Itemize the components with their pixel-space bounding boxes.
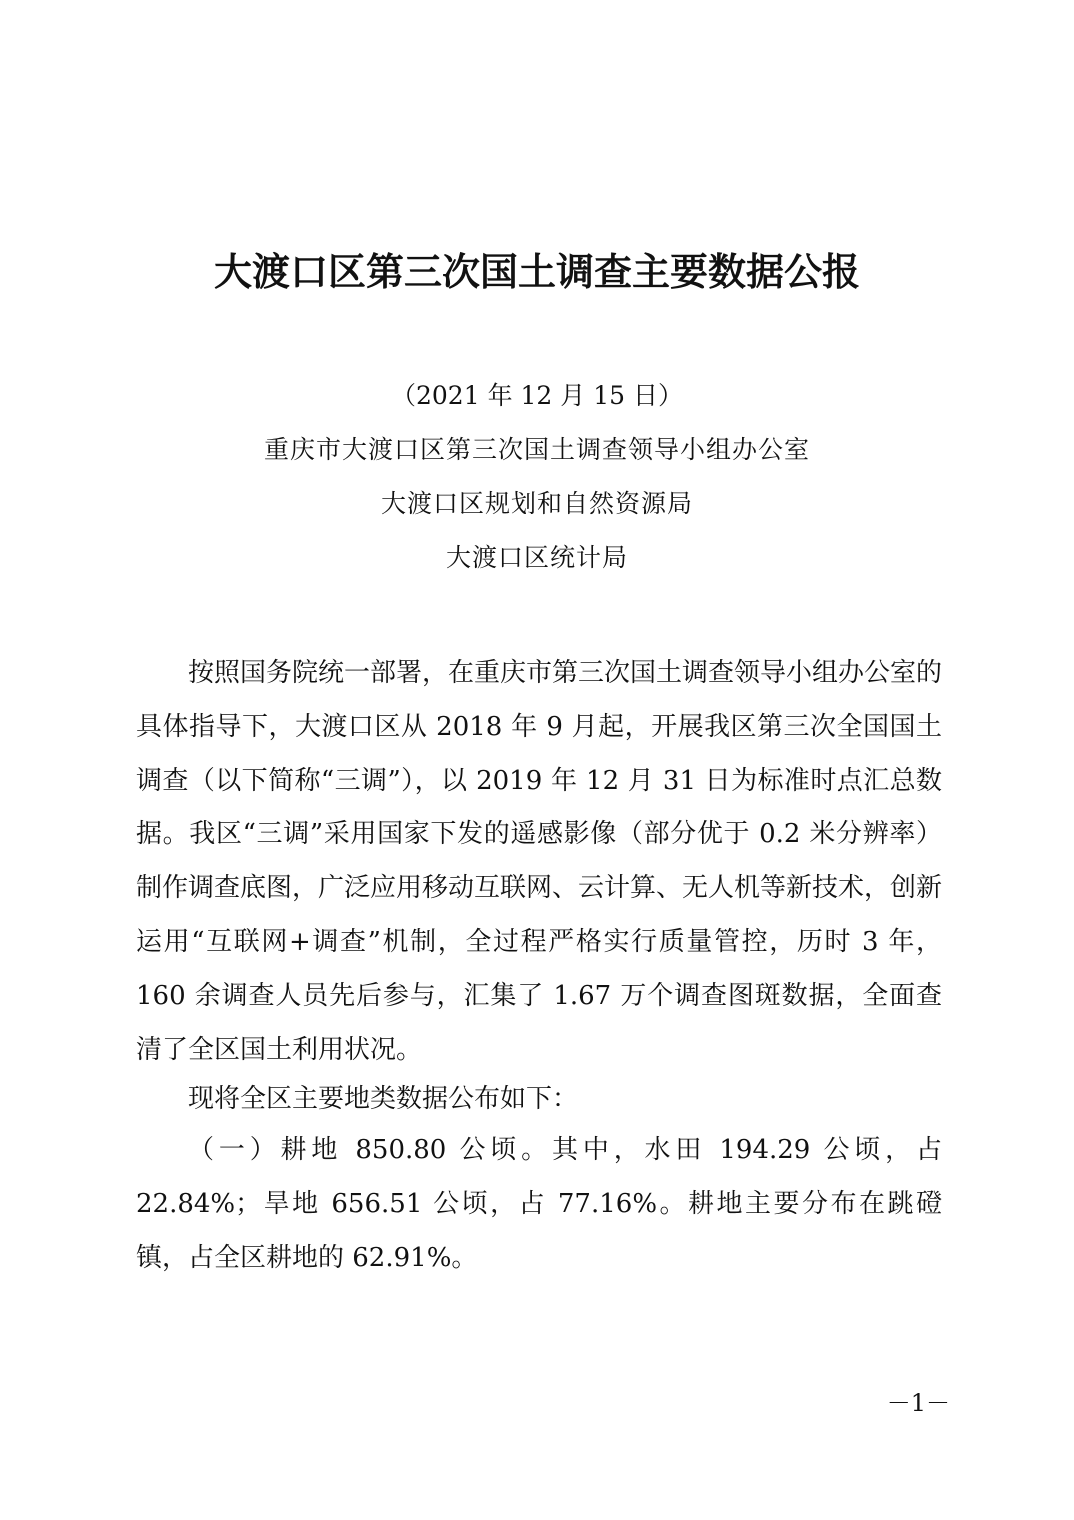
- item-cultivated-land: （一）耕地 850.80 公顷。其中，水田 194.29 公顷，占 22.84%；旱地 656.51 公顷，占 77.16%。耕地主要分布在跳磴镇，占全区耕地的 62.91%。: [136, 1135, 942, 1273]
- issuer-2: 大渡口区规划和自然资源局: [380, 489, 693, 518]
- publish-date: （2021 年 12 月 15 日）: [391, 381, 683, 410]
- issuer-3: 大渡口区统计局: [445, 543, 628, 572]
- issuer-1: 重庆市大渡口区第三次国土调查领导小组办公室: [263, 435, 810, 464]
- intro-paragraph: 按照国务院统一部署，在重庆市第三次国土调查领导小组办公室的具体指导下，大渡口区从 2018 年 9 月起，开展我区第三次全国国土调查（以下简称“三调”），以 2019 年 12 月 31 日为标准时点汇总数据。我区“三调”采用国家下发的遥感影像（部分优于 0.2 米分辨率）制作调查底图，广泛应用移动互联网、云计算、无人机等新技术，创新运用“互联网+调查”机制，全过程严格实行质量管控，历时 3 年，160 余调查人员先后参与，汇集了 1.67 万个调查图斑数据，全面查清了全区国土利用状况。: [136, 658, 943, 1065]
- document-title: 大渡口区第三次国土调查主要数据公报: [213, 250, 860, 294]
- section-heading: 现将全区主要地类数据公布如下：: [188, 1084, 579, 1114]
- page-number: －1－: [886, 1389, 950, 1417]
